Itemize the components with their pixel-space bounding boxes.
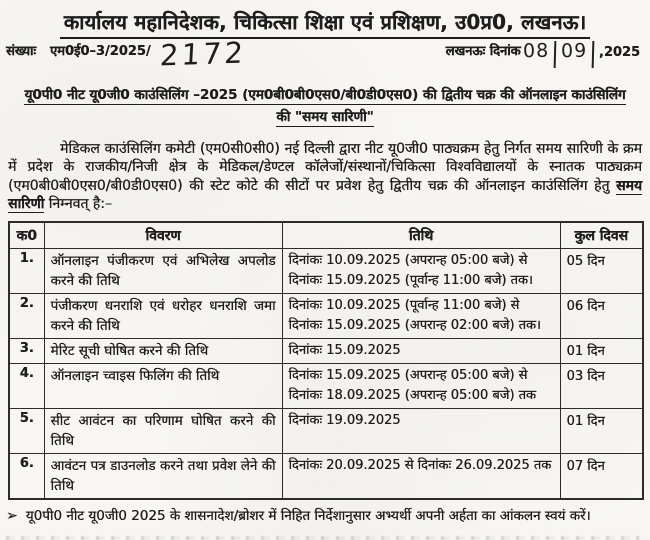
intro-part1: मेडिकल काउंसिलिंग कमेटी (एम0सी0सी0) नई दिल्ली द्वारा नीट यू0जी0 पाठ्यक्रम हेतु निर्गत समय सारिणी के क्रम में प्रदेश के राजकीय/निजी क्षेत्र के मेडिकल/डेण्टल कॉलेजों/संस्थानों/चिकित्सा विश्वविद्यालयों के स्नातक पाठ्यक्रम (एम0बी0बी0एस0/बी0डी0एस0) की स्टेट कोटे की सीटों पर प्रवेश हेतु द्वितीय चक्र की ऑनलाइन काउंसिलिंग हेतु [8, 140, 642, 194]
date-line: दिनांकः 18.09.2025 (अपरान्ह 05:00 बजे) तक [288, 387, 536, 403]
ref-number-handwritten: 2172 [158, 35, 247, 73]
date-line: दिनांकः 15.09.2025 (अपरान्ह 05:00 बजे) से [288, 367, 528, 383]
date-line: दिनांकः 20.09.2025 से दिनांकः 26.09.2025 तक [288, 457, 552, 473]
row-sn: 3. [9, 338, 44, 363]
row-desc: मेरिट सूची घोषित करने की तिथि [44, 338, 282, 363]
row-days: 05 दिन [560, 248, 643, 293]
row-date [282, 338, 560, 363]
schedule-table [8, 221, 644, 500]
row-desc: पंजीकरण धनराशि एवं धरोहर धनराशि जमा करने की तिथि [44, 293, 282, 338]
date-day-handwritten: 08 [522, 39, 549, 63]
row-days: 03 दिन [560, 363, 643, 408]
date-line: दिनांकः 15.09.2025 (पूर्वान्ह 11:00 बजे) तक। [288, 272, 533, 288]
row-sn: 2. [9, 293, 44, 338]
header-days: कुल दिवस [560, 222, 643, 249]
ref-number-group [6, 35, 247, 73]
row-sn: 6. [9, 453, 44, 499]
place-date-group [446, 41, 640, 68]
row-days: 06 दिन [560, 293, 643, 338]
table-header-row [9, 222, 643, 249]
table-row [9, 338, 643, 363]
row-desc: ऑनलाइन च्वाइस फिलिंग की तिथि [44, 363, 282, 408]
table-row [9, 408, 643, 453]
row-desc: सीट आवंटन का परिणाम घोषित करने की तिथि [44, 408, 282, 453]
header-desc: विवरण [44, 222, 282, 249]
row-sn: 5. [9, 408, 44, 453]
table-row [9, 363, 643, 408]
row-date [282, 453, 560, 499]
cutoff-scan-edge [6, 536, 640, 540]
date-month-handwritten: 09 [560, 39, 588, 63]
row-sn: 4. [9, 363, 44, 408]
handwritten-separator-bar [553, 41, 556, 68]
ref-label: संख्याः [6, 44, 36, 59]
handwritten-separator-bar [592, 41, 595, 68]
date-line: दिनांकः 10.09.2025 (अपरान्ह 05:00 बजे) से [288, 252, 528, 268]
note-text: यू0पी0 नीट यू0जी0 2025 के शासनादेश/ब्रोशर में निहित निर्देशानुसार अभ्यर्थी अपनी अर्हता का आंकलन स्वयं करें। [25, 507, 591, 524]
date-line: दिनांकः 15.09.2025 (अपरान्ह 02:00 बजे) तक। [288, 317, 541, 333]
subject-heading [0, 84, 650, 129]
row-days: 01 दिन [560, 338, 643, 363]
row-date [282, 293, 560, 338]
header-sn: क0 [9, 222, 44, 249]
subject-line1: यू0पी0 नीट यू0जी0 काउंसिलिंग –2025 (एम0बी0बी0एस0/बी0डी0एस0) की द्वितीय चक्र की ऑनलाइन काउंसिलिंग [24, 87, 626, 103]
date-year-printed: ,2025 [598, 45, 640, 60]
instruction-note [6, 507, 644, 526]
ref-number-printed: एम0ई0–3/2025/ [49, 44, 151, 59]
table-row [9, 293, 643, 338]
row-days: 07 दिन [560, 453, 643, 499]
table-row [9, 453, 643, 499]
date-line: दिनांकः 19.09.2025 [288, 412, 401, 428]
row-date [282, 363, 560, 408]
row-sn: 1. [9, 248, 44, 293]
office-title: कार्यालय महानिदेशक, चिकित्सा शिक्षा एवं प्रशिक्षण, उ0प्र0, लखनऊ। [60, 9, 591, 39]
arrow-bullet-icon: ➢ [6, 507, 18, 524]
date-line: दिनांकः 15.09.2025 [288, 342, 401, 358]
place-date-label: लखनऊः दिनांक [445, 44, 521, 59]
date-line: दिनांकः 10.09.2025 (पूर्वान्ह 11:00 बजे) से [288, 297, 520, 313]
row-desc: ऑनलाइन पंजीकरण एवं अभिलेख अपलोड करने की तिथि [44, 248, 282, 293]
row-desc: आवंटन पत्र डाउनलोड करने तथा प्रवेश लेने की तिथि [44, 453, 282, 499]
intro-highlight: समय सारिणी [8, 177, 642, 213]
row-days: 01 दिन [560, 408, 643, 453]
ref-date-line [6, 35, 640, 75]
office-title-wrap [0, 0, 650, 39]
row-date [282, 248, 560, 293]
table-row [9, 248, 643, 293]
subject-line2: की "समय सारिणी" [276, 109, 374, 126]
row-date [282, 408, 560, 453]
intro-part2: निम्नवत् है:– [44, 196, 112, 213]
intro-paragraph [8, 140, 642, 214]
header-date: तिथि [282, 222, 560, 249]
